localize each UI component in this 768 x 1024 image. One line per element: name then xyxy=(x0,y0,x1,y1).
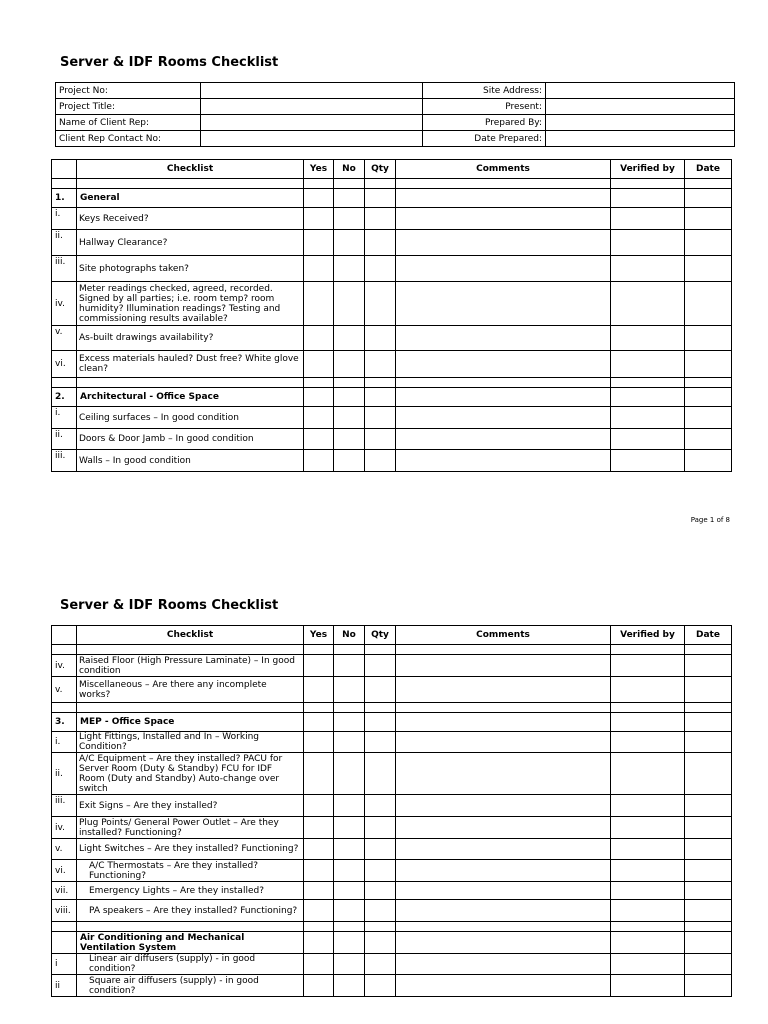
no-cell[interactable] xyxy=(334,450,365,472)
verified-cell[interactable] xyxy=(611,655,685,677)
comments-cell[interactable] xyxy=(396,817,611,839)
section-row xyxy=(52,932,732,954)
verified-cell[interactable] xyxy=(611,230,685,256)
comments-cell[interactable] xyxy=(396,256,611,282)
qty-cell[interactable] xyxy=(365,282,396,326)
checklist-table-page1 xyxy=(51,159,732,472)
yes-cell[interactable] xyxy=(304,655,334,677)
yes-cell[interactable] xyxy=(304,732,334,753)
comments-cell[interactable] xyxy=(396,282,611,326)
comments-cell[interactable] xyxy=(396,954,611,975)
table-row: ii. A/C Equipment – Are they installed? PACU for Server Room (Duty & Standby) FCU for IDF Room (Duty and Standby) Auto-change over switch xyxy=(52,753,732,795)
qty-cell[interactable] xyxy=(365,450,396,472)
yes-cell[interactable] xyxy=(304,230,334,256)
present-field[interactable] xyxy=(546,99,735,115)
verified-cell[interactable] xyxy=(611,256,685,282)
no-cell[interactable] xyxy=(334,677,365,703)
client-rep-label: Name of Client Rep: xyxy=(56,115,201,131)
date-cell[interactable] xyxy=(685,975,732,997)
qty-cell[interactable] xyxy=(365,900,396,922)
page-title: Server & IDF Rooms Checklist xyxy=(60,598,279,613)
table-row: iii. Walls – In good condition xyxy=(52,450,732,472)
date-cell[interactable] xyxy=(685,429,732,450)
table-row: vii. Emergency Lights – Are they installed? xyxy=(52,882,732,900)
yes-cell[interactable] xyxy=(304,839,334,860)
checklist-item: Exit Signs – Are they installed? xyxy=(77,795,304,817)
comments-cell[interactable] xyxy=(396,351,611,378)
qty-cell[interactable] xyxy=(365,208,396,230)
checklist-item: Square air diffusers (supply) - in good condition? xyxy=(77,975,304,997)
checklist-item: Keys Received? xyxy=(77,208,304,230)
checklist-item: Doors & Door Jamb – In good condition xyxy=(77,429,304,450)
verified-cell[interactable] xyxy=(611,429,685,450)
table-row: vi. A/C Thermostats – Are they installed? Functioning? xyxy=(52,860,732,882)
comments-cell[interactable] xyxy=(396,326,611,351)
header-verified-by: Verified by xyxy=(611,626,685,645)
no-cell[interactable] xyxy=(334,817,365,839)
no-cell[interactable] xyxy=(334,282,365,326)
header-no: No xyxy=(334,626,365,645)
qty-cell[interactable] xyxy=(365,230,396,256)
qty-cell[interactable] xyxy=(365,407,396,429)
section-title: MEP - Office Space xyxy=(77,713,304,732)
date-cell[interactable] xyxy=(685,817,732,839)
comments-cell[interactable] xyxy=(396,882,611,900)
yes-cell[interactable] xyxy=(304,882,334,900)
date-cell[interactable] xyxy=(685,282,732,326)
qty-cell[interactable] xyxy=(365,429,396,450)
no-cell[interactable] xyxy=(334,795,365,817)
verified-cell[interactable] xyxy=(611,450,685,472)
checklist-item: Ceiling surfaces – In good condition xyxy=(77,407,304,429)
header-checklist: Checklist xyxy=(77,160,304,179)
date-prepared-label: Date Prepared: xyxy=(423,131,546,147)
table-row: iii. Exit Signs – Are they installed? xyxy=(52,795,732,817)
yes-cell[interactable] xyxy=(304,677,334,703)
header-checklist: Checklist xyxy=(77,626,304,645)
no-cell[interactable] xyxy=(334,230,365,256)
no-cell[interactable] xyxy=(334,351,365,378)
checklist-item: Raised Floor (High Pressure Laminate) – In good condition xyxy=(77,655,304,677)
header-qty: Qty xyxy=(365,160,396,179)
project-title-field[interactable] xyxy=(201,99,423,115)
qty-cell[interactable] xyxy=(365,753,396,795)
date-cell[interactable] xyxy=(685,882,732,900)
project-info-table xyxy=(55,82,735,147)
checklist-item: PA speakers – Are they installed? Functioning? xyxy=(77,900,304,922)
no-cell[interactable] xyxy=(334,208,365,230)
header-date: Date xyxy=(685,160,732,179)
qty-cell[interactable] xyxy=(365,817,396,839)
no-cell[interactable] xyxy=(334,882,365,900)
checklist-item: Plug Points/ General Power Outlet – Are they installed? Functioning? xyxy=(77,817,304,839)
verified-cell[interactable] xyxy=(611,882,685,900)
section-number: 3. xyxy=(52,713,77,732)
date-cell[interactable] xyxy=(685,900,732,922)
verified-cell[interactable] xyxy=(611,839,685,860)
date-cell[interactable] xyxy=(685,795,732,817)
header-yes: Yes xyxy=(304,626,334,645)
checklist-item: Emergency Lights – Are they installed? xyxy=(77,882,304,900)
client-contact-label: Client Rep Contact No: xyxy=(56,131,201,147)
yes-cell[interactable] xyxy=(304,450,334,472)
verified-cell[interactable] xyxy=(611,351,685,378)
checklist-item: A/C Thermostats – Are they installed? Functioning? xyxy=(77,860,304,882)
comments-cell[interactable] xyxy=(396,732,611,753)
client-contact-field[interactable] xyxy=(201,131,423,147)
comments-cell[interactable] xyxy=(396,450,611,472)
table-row: iv. Raised Floor (High Pressure Laminate) – In good condition xyxy=(52,655,732,677)
site-address-field[interactable] xyxy=(546,83,735,99)
qty-cell[interactable] xyxy=(365,975,396,997)
client-rep-field[interactable] xyxy=(201,115,423,131)
checklist-item: As-built drawings availability? xyxy=(77,326,304,351)
header-no: No xyxy=(334,160,365,179)
comments-cell[interactable] xyxy=(396,900,611,922)
date-cell[interactable] xyxy=(685,954,732,975)
section-number: 1. xyxy=(52,189,77,208)
verified-cell[interactable] xyxy=(611,732,685,753)
qty-cell[interactable] xyxy=(365,256,396,282)
site-address-label: Site Address: xyxy=(423,83,546,99)
prepared-by-field[interactable] xyxy=(546,115,735,131)
header-verified-by: Verified by xyxy=(611,160,685,179)
date-cell[interactable] xyxy=(685,450,732,472)
date-cell[interactable] xyxy=(685,326,732,351)
comments-cell[interactable] xyxy=(396,208,611,230)
verified-cell[interactable] xyxy=(611,208,685,230)
date-cell[interactable] xyxy=(685,655,732,677)
section-number: 2. xyxy=(52,388,77,407)
table-row: i. Light Fittings, Installed and In – Working Condition? xyxy=(52,732,732,753)
yes-cell[interactable] xyxy=(304,282,334,326)
checklist-table-page2 xyxy=(51,625,732,997)
yes-cell[interactable] xyxy=(304,351,334,378)
checklist-item: Miscellaneous – Are there any incomplete works? xyxy=(77,677,304,703)
qty-cell[interactable] xyxy=(365,732,396,753)
header-row xyxy=(52,626,732,645)
table-row: i. Keys Received? xyxy=(52,208,732,230)
table-row: ii. Doors & Door Jamb – In good condition xyxy=(52,429,732,450)
yes-cell[interactable] xyxy=(304,326,334,351)
section-title: Architectural - Office Space xyxy=(77,388,304,407)
date-cell[interactable] xyxy=(685,677,732,703)
date-prepared-field[interactable] xyxy=(546,131,735,147)
qty-cell[interactable] xyxy=(365,655,396,677)
header-date: Date xyxy=(685,626,732,645)
verified-cell[interactable] xyxy=(611,900,685,922)
no-cell[interactable] xyxy=(334,900,365,922)
verified-cell[interactable] xyxy=(611,753,685,795)
no-cell[interactable] xyxy=(334,753,365,795)
qty-cell[interactable] xyxy=(365,326,396,351)
qty-cell[interactable] xyxy=(365,954,396,975)
yes-cell[interactable] xyxy=(304,429,334,450)
date-cell[interactable] xyxy=(685,230,732,256)
date-cell[interactable] xyxy=(685,208,732,230)
section-title: General xyxy=(77,189,304,208)
qty-cell[interactable] xyxy=(365,677,396,703)
date-cell[interactable] xyxy=(685,256,732,282)
no-cell[interactable] xyxy=(334,732,365,753)
qty-cell[interactable] xyxy=(365,882,396,900)
table-row: ii Square air diffusers (supply) - in good condition? xyxy=(52,975,732,997)
table-row: i Linear air diffusers (supply) - in good condition? xyxy=(52,954,732,975)
section-row xyxy=(52,713,732,732)
table-row: iii. Site photographs taken? xyxy=(52,256,732,282)
yes-cell[interactable] xyxy=(304,795,334,817)
present-label: Present: xyxy=(423,99,546,115)
verified-cell[interactable] xyxy=(611,677,685,703)
yes-cell[interactable] xyxy=(304,900,334,922)
checklist-item: Site photographs taken? xyxy=(77,256,304,282)
project-no-label: Project No: xyxy=(56,83,201,99)
no-cell[interactable] xyxy=(334,429,365,450)
table-row: ii. Hallway Clearance? xyxy=(52,230,732,256)
comments-cell[interactable] xyxy=(396,975,611,997)
checklist-item: Walls – In good condition xyxy=(77,450,304,472)
qty-cell[interactable] xyxy=(365,839,396,860)
header-comments: Comments xyxy=(396,160,611,179)
yes-cell[interactable] xyxy=(304,407,334,429)
date-cell[interactable] xyxy=(685,753,732,795)
comments-cell[interactable] xyxy=(396,429,611,450)
table-row: i. Ceiling surfaces – In good condition xyxy=(52,407,732,429)
date-cell[interactable] xyxy=(685,860,732,882)
project-no-field[interactable] xyxy=(201,83,423,99)
verified-cell[interactable] xyxy=(611,860,685,882)
yes-cell[interactable] xyxy=(304,817,334,839)
table-row: vi. Excess materials hauled? Dust free? White glove clean? xyxy=(52,351,732,378)
checklist-item: A/C Equipment – Are they installed? PACU for Server Room (Duty & Standby) FCU for IDF Room (Duty and Standby) Auto-change over switch xyxy=(77,753,304,795)
verified-cell[interactable] xyxy=(611,975,685,997)
prepared-by-label: Prepared By: xyxy=(423,115,546,131)
yes-cell[interactable] xyxy=(304,975,334,997)
checklist-item: Light Switches – Are they installed? Functioning? xyxy=(77,839,304,860)
comments-cell[interactable] xyxy=(396,230,611,256)
no-cell[interactable] xyxy=(334,860,365,882)
comments-cell[interactable] xyxy=(396,407,611,429)
checklist-item: Hallway Clearance? xyxy=(77,230,304,256)
yes-cell[interactable] xyxy=(304,256,334,282)
verified-cell[interactable] xyxy=(611,326,685,351)
no-cell[interactable] xyxy=(334,954,365,975)
comments-cell[interactable] xyxy=(396,753,611,795)
verified-cell[interactable] xyxy=(611,817,685,839)
table-row: v. Miscellaneous – Are there any incomplete works? xyxy=(52,677,732,703)
no-cell[interactable] xyxy=(334,326,365,351)
table-row: v. Light Switches – Are they installed? Functioning? xyxy=(52,839,732,860)
date-cell[interactable] xyxy=(685,839,732,860)
checklist-item: Meter readings checked, agreed, recorded. Signed by all parties; i.e. room temp? room humidity? Illumination readings? Testing and commissioning results available? xyxy=(77,282,304,326)
table-row: iv. Meter readings checked, agreed, recorded. Signed by all parties; i.e. room temp? room humidity? Illumination readings? Testing and commissioning results available? xyxy=(52,282,732,326)
header-yes: Yes xyxy=(304,160,334,179)
yes-cell[interactable] xyxy=(304,753,334,795)
checklist-item: Linear air diffusers (supply) - in good condition? xyxy=(77,954,304,975)
yes-cell[interactable] xyxy=(304,860,334,882)
checklist-item: Light Fittings, Installed and In – Working Condition? xyxy=(77,732,304,753)
comments-cell[interactable] xyxy=(396,860,611,882)
date-cell[interactable] xyxy=(685,351,732,378)
table-row: viii. PA speakers – Are they installed? Functioning? xyxy=(52,900,732,922)
verified-cell[interactable] xyxy=(611,407,685,429)
verified-cell[interactable] xyxy=(611,282,685,326)
verified-cell[interactable] xyxy=(611,954,685,975)
section-row xyxy=(52,189,732,208)
comments-cell[interactable] xyxy=(396,655,611,677)
verified-cell[interactable] xyxy=(611,795,685,817)
date-cell[interactable] xyxy=(685,407,732,429)
page-title: Server & IDF Rooms Checklist xyxy=(60,55,279,70)
header-qty: Qty xyxy=(365,626,396,645)
checklist-item: Excess materials hauled? Dust free? White glove clean? xyxy=(77,351,304,378)
no-cell[interactable] xyxy=(334,655,365,677)
no-cell[interactable] xyxy=(334,407,365,429)
section-title: Air Conditioning and Mechanical Ventilation System xyxy=(77,932,304,954)
comments-cell[interactable] xyxy=(396,839,611,860)
page-footer: Page 1 of 8 xyxy=(690,516,730,524)
table-row: iv. Plug Points/ General Power Outlet – Are they installed? Functioning? xyxy=(52,817,732,839)
no-cell[interactable] xyxy=(334,975,365,997)
header-row xyxy=(52,160,732,179)
table-row: v. As-built drawings availability? xyxy=(52,326,732,351)
no-cell[interactable] xyxy=(334,256,365,282)
section-row xyxy=(52,388,732,407)
yes-cell[interactable] xyxy=(304,208,334,230)
no-cell[interactable] xyxy=(334,839,365,860)
comments-cell[interactable] xyxy=(396,795,611,817)
qty-cell[interactable] xyxy=(365,860,396,882)
qty-cell[interactable] xyxy=(365,795,396,817)
date-cell[interactable] xyxy=(685,732,732,753)
header-comments: Comments xyxy=(396,626,611,645)
yes-cell[interactable] xyxy=(304,954,334,975)
comments-cell[interactable] xyxy=(396,677,611,703)
qty-cell[interactable] xyxy=(365,351,396,378)
project-title-label: Project Title: xyxy=(56,99,201,115)
